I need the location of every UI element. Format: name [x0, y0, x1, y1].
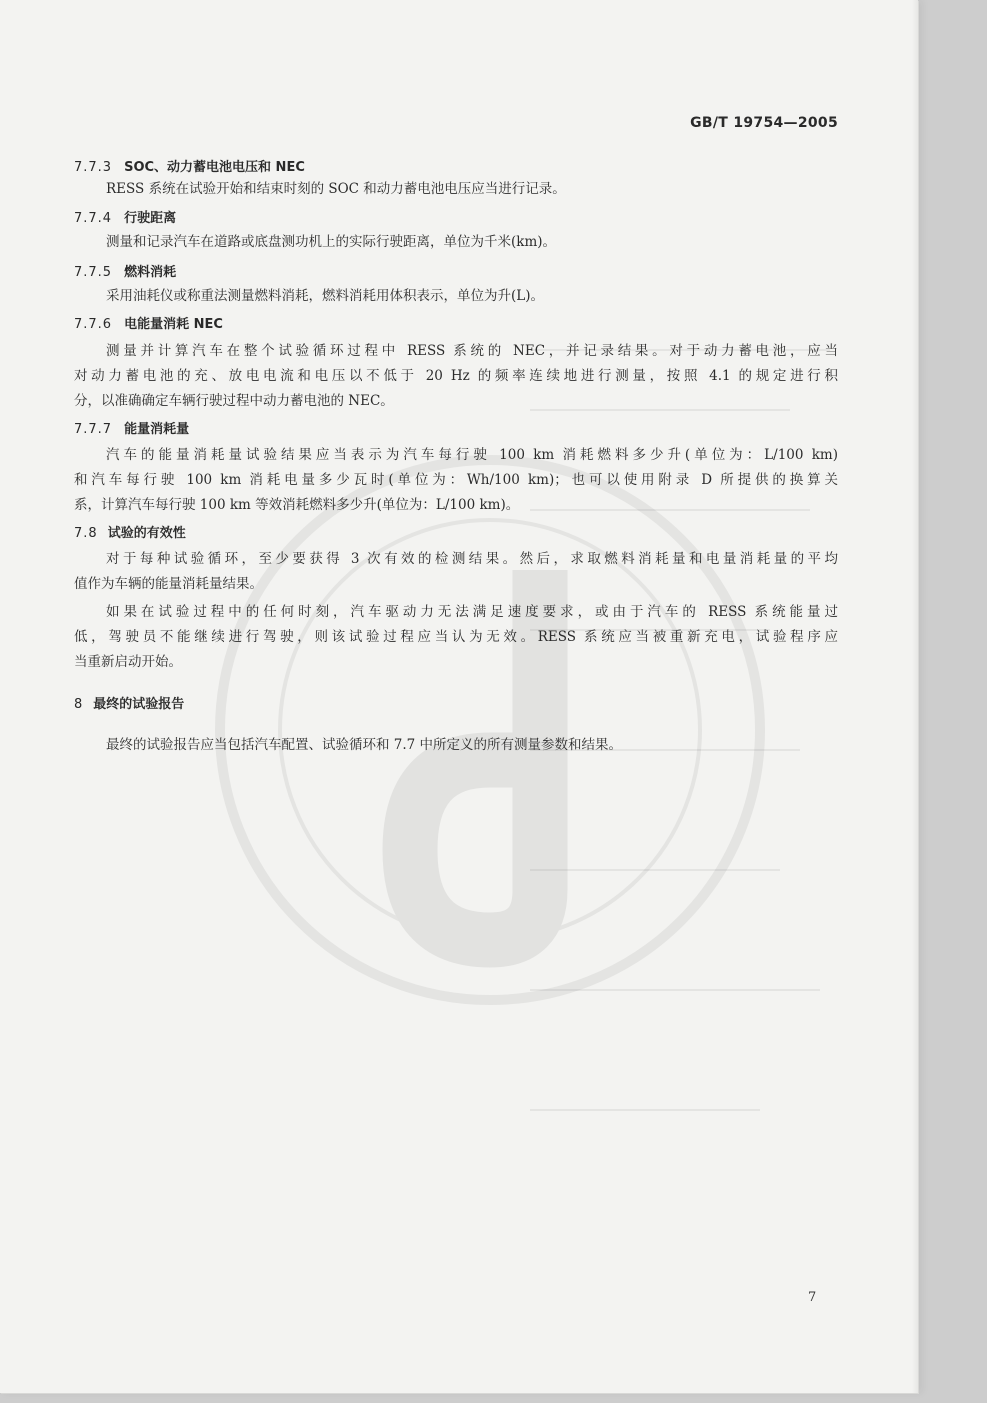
section-title: 行驶距离	[124, 211, 177, 226]
section-heading-8	[74, 693, 184, 712]
paragraph-line: 测量和记录汽车在道路或底盘测功机上的实际行驶距离，单位为千米(km)。	[106, 234, 557, 250]
paragraph-line: 分，以准确确定车辆行驶过程中动力蓄电池的 NEC。	[74, 393, 394, 409]
section-heading-7-7-7	[74, 418, 189, 437]
section-heading-7-7-3	[74, 156, 305, 175]
section-number: 7.7.4	[74, 211, 113, 226]
section-number: 7.7.6	[74, 317, 113, 332]
paragraph-line: 对动力蓄电池的充、放电电流和电压以不低于 20 Hz 的频率连续地进行测量，按照 4.1 的规定进行积	[74, 368, 838, 384]
paragraph-line: 最终的试验报告应当包括汽车配置、试验循环和 7.7 中所定义的所有测量参数和结果。	[106, 737, 623, 753]
section-title: 电能量消耗 NEC	[124, 317, 223, 332]
section-title: 最终的试验报告	[93, 697, 185, 712]
section-title: SOC、动力蓄电池电压和 NEC	[124, 160, 305, 175]
standard-number: GB/T 19754—2005	[690, 115, 838, 131]
section-title: 燃料消耗	[124, 265, 177, 280]
paragraph-line: 对于每种试验循环，至少要获得 3 次有效的检测结果。然后，求取燃料消耗量和电量消耗量的平均	[106, 551, 838, 567]
page-number: 7	[808, 1290, 817, 1305]
paragraph-line: 值作为车辆的能量消耗量结果。	[74, 576, 263, 592]
paragraph-line: 汽车的能量消耗量试验结果应当表示为汽车每行驶 100 km 消耗燃料多少升(单位为：L/100 km)	[106, 447, 838, 463]
paragraph-line: 采用油耗仪或称重法测量燃料消耗，燃料消耗用体积表示，单位为升(L)。	[106, 288, 544, 304]
section-title: 能量消耗量	[124, 422, 190, 437]
section-number: 7.7.5	[74, 265, 113, 280]
section-number: 7.7.3	[74, 160, 113, 175]
paragraph-line: 如果在试验过程中的任何时刻，汽车驱动力无法满足速度要求，或由于汽车的 RESS 系统能量过	[106, 604, 838, 620]
paragraph-line: 低，驾驶员不能继续进行驾驶，则该试验过程应当认为无效。RESS 系统应当被重新充电，试验程序应	[74, 629, 838, 645]
section-heading-7-7-4	[74, 207, 176, 226]
paragraph-line: 测量并计算汽车在整个试验循环过程中 RESS 系统的 NEC，并记录结果。对于动力蓄电池，应当	[106, 343, 838, 359]
section-heading-7-8	[74, 522, 186, 541]
paragraph-line: 当重新启动开始。	[74, 654, 182, 670]
section-heading-7-7-5	[74, 261, 176, 280]
section-heading-7-7-6	[74, 313, 223, 332]
paragraph-line: 系，计算汽车每行驶 100 km 等效消耗燃料多少升(单位为：L/100 km)。	[74, 497, 520, 513]
paragraph-line: 和汽车每行驶 100 km 消耗电量多少瓦时(单位为：Wh/100 km)；也可以使用附录 D 所提供的换算关	[74, 472, 838, 488]
section-number: 7.7.7	[74, 422, 113, 437]
section-number: 8	[74, 697, 84, 712]
section-number: 7.8	[74, 526, 98, 541]
paragraph-line: RESS 系统在试验开始和结束时刻的 SOC 和动力蓄电池电压应当进行记录。	[106, 181, 566, 197]
section-title: 试验的有效性	[107, 526, 186, 541]
